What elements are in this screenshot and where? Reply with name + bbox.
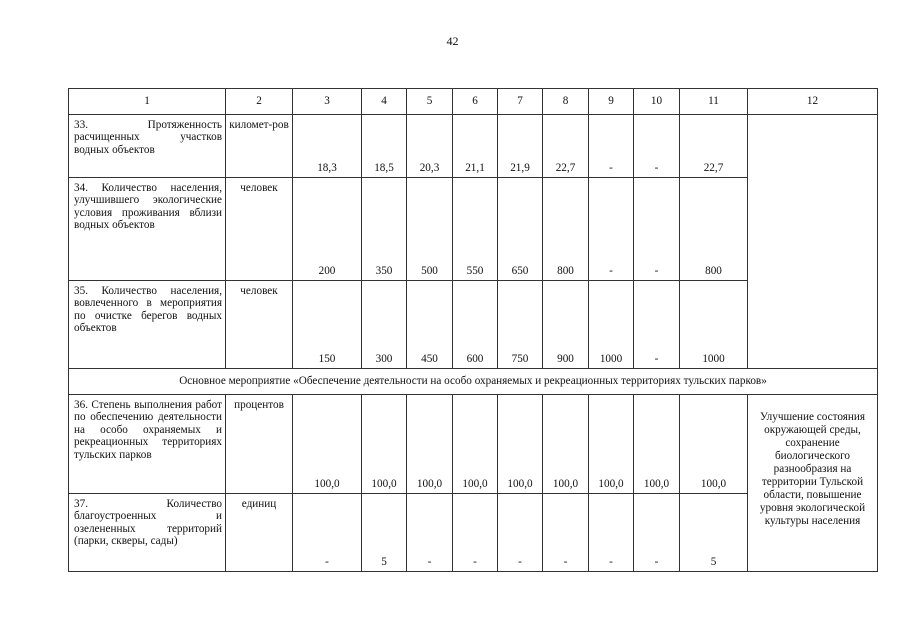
header-cell: 7 [498, 89, 543, 115]
value-cell: - [634, 115, 680, 178]
value-cell: 22,7 [680, 115, 748, 178]
empty-result-cell [748, 115, 878, 369]
value-cell: 800 [543, 178, 589, 281]
header-cell: 8 [543, 89, 589, 115]
value-cell: - [453, 494, 498, 572]
value-cell: 20,3 [407, 115, 453, 178]
section-title: Основное мероприятие «Обеспечение деятельности на особо охраняемых и рекреационных территориях тульских парков» [69, 369, 878, 395]
value-cell: 150 [293, 281, 362, 369]
value-cell: - [634, 281, 680, 369]
value-cell: - [293, 494, 362, 572]
value-cell: - [589, 494, 634, 572]
value-cell: 100,0 [362, 395, 407, 494]
expected-result: Улучшение состояния окружающей среды, сохранение биологического разнообразия на территории Тульской области, повышение уровня экологической культуры населения [748, 395, 878, 572]
header-cell: 2 [226, 89, 293, 115]
header-cell: 3 [293, 89, 362, 115]
indicator-unit: человек [226, 281, 293, 369]
value-cell: 100,0 [589, 395, 634, 494]
header-cell: 9 [589, 89, 634, 115]
value-cell: 100,0 [293, 395, 362, 494]
header-row [69, 89, 878, 115]
value-cell: 18,3 [293, 115, 362, 178]
value-cell: 650 [498, 178, 543, 281]
value-cell: 100,0 [543, 395, 589, 494]
value-cell: 200 [293, 178, 362, 281]
value-cell: 600 [453, 281, 498, 369]
value-cell: - [634, 178, 680, 281]
value-cell: 350 [362, 178, 407, 281]
table-row [69, 115, 878, 178]
indicator-name: 33. Протяженность расчищенных участков водных объектов [69, 115, 226, 178]
indicator-unit: километ-ров [226, 115, 293, 178]
value-cell: 500 [407, 178, 453, 281]
section-row [69, 369, 878, 395]
value-cell: 100,0 [453, 395, 498, 494]
value-cell: 21,1 [453, 115, 498, 178]
value-cell: 300 [362, 281, 407, 369]
header-cell: 4 [362, 89, 407, 115]
value-cell: - [543, 494, 589, 572]
value-cell: 100,0 [634, 395, 680, 494]
indicator-unit: единиц [226, 494, 293, 572]
value-cell: - [498, 494, 543, 572]
value-cell: 100,0 [680, 395, 748, 494]
value-cell: - [589, 115, 634, 178]
value-cell: - [634, 494, 680, 572]
indicator-name: 34. Количество населения, улучшившего экологические условия проживания вблизи водных объектов [69, 178, 226, 281]
value-cell: - [589, 178, 634, 281]
header-cell: 6 [453, 89, 498, 115]
header-cell: 5 [407, 89, 453, 115]
value-cell: 21,9 [498, 115, 543, 178]
header-cell: 10 [634, 89, 680, 115]
value-cell: 5 [362, 494, 407, 572]
indicator-name: 35. Количество населения, вовлеченного в мероприятия по очистке берегов водных объектов [69, 281, 226, 369]
value-cell: 550 [453, 178, 498, 281]
indicator-name: 37. Количество благоустроенных и озелененных территорий (парки, скверы, сады) [69, 494, 226, 572]
header-cell: 1 [69, 89, 226, 115]
value-cell: 800 [680, 178, 748, 281]
header-cell: 12 [748, 89, 878, 115]
table-row [69, 395, 878, 494]
value-cell: 18,5 [362, 115, 407, 178]
header-cell: 11 [680, 89, 748, 115]
value-cell: - [407, 494, 453, 572]
value-cell: 22,7 [543, 115, 589, 178]
page-number: 42 [446, 34, 459, 48]
indicator-unit: процентов [226, 395, 293, 494]
indicator-unit: человек [226, 178, 293, 281]
value-cell: 900 [543, 281, 589, 369]
value-cell: 1000 [680, 281, 748, 369]
value-cell: 450 [407, 281, 453, 369]
value-cell: 5 [680, 494, 748, 572]
indicator-name: 36. Степень выполнения работ по обеспечению деятельности на особо охраняемых и рекреационных территориях тульских парков [69, 395, 226, 494]
value-cell: 100,0 [498, 395, 543, 494]
value-cell: 100,0 [407, 395, 453, 494]
value-cell: 1000 [589, 281, 634, 369]
indicators-table [68, 88, 878, 572]
value-cell: 750 [498, 281, 543, 369]
